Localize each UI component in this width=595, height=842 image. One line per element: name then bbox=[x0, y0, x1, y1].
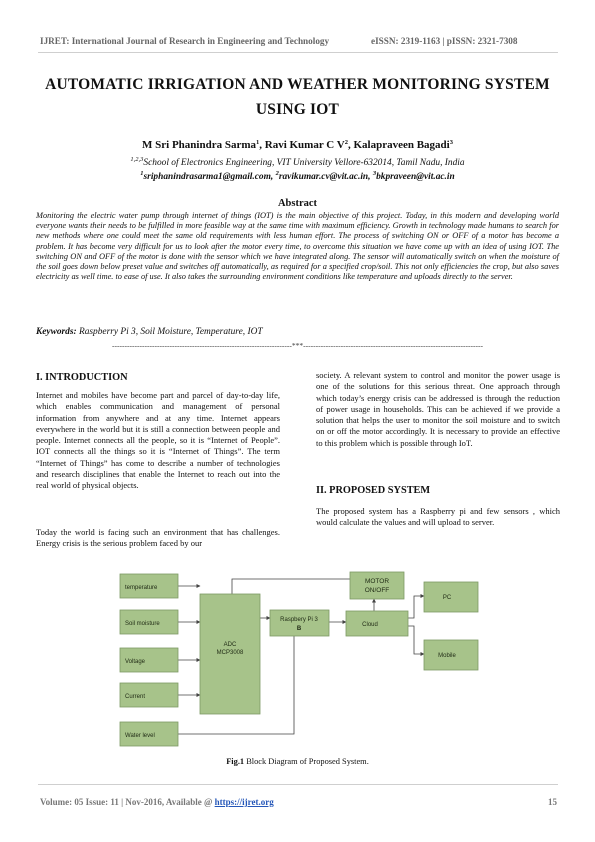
email-sup: 2 bbox=[275, 170, 279, 177]
author-name: M Sri Phanindra Sarma bbox=[142, 139, 256, 151]
pc-label: PC bbox=[442, 595, 452, 601]
keywords bbox=[36, 327, 263, 337]
email-link[interactable]: bkpraveen@vit.ac.in bbox=[376, 172, 455, 182]
author-sup: 1 bbox=[256, 139, 260, 146]
email-link[interactable]: sriphanindrasarma1@gmail.com bbox=[143, 172, 271, 182]
author-sup: 3 bbox=[449, 139, 453, 146]
raspberry-pi-label: Raspbery Pi 3 bbox=[280, 617, 318, 623]
affiliation-text: School of Electronics Engineering, VIT University Vellore-632014, Tamil Nadu, India bbox=[143, 158, 465, 168]
author-name: Ravi Kumar C V bbox=[264, 139, 345, 151]
figure-caption bbox=[30, 757, 565, 766]
introduction-paragraph-2: Today the world is facing such an environment that has challenges. Energy crisis is the serious problem faced by our bbox=[36, 527, 280, 549]
section-separator: ------------------------------------------------------------------------***------------------------------------------------------------------------ bbox=[112, 341, 483, 350]
footer-volume bbox=[40, 797, 274, 807]
affiliation-sup: 1,2,3 bbox=[130, 156, 144, 163]
block-diagram bbox=[112, 562, 480, 754]
author-emails: $^1$sriphanindrasarma1@gmail.com, $^2$ravikumar.cv@vit.ac.in, $^3$bkpraveen@vit.ac.in bbox=[140, 170, 455, 182]
email-sup: 3 bbox=[372, 170, 377, 177]
proposed-system-heading: II. PROPOSED SYSTEM bbox=[316, 485, 431, 496]
abstract-heading: Abstract bbox=[277, 198, 318, 209]
motor-state-label: ON/OFF bbox=[364, 587, 390, 594]
journal-link[interactable]: https://ijret.org bbox=[214, 797, 274, 807]
page-number: 15 bbox=[548, 797, 557, 807]
header-rule bbox=[38, 52, 558, 53]
cloud-label: Cloud bbox=[362, 622, 378, 628]
email-sup: 1 bbox=[140, 170, 144, 177]
figure-caption-text: Block Diagram of Proposed System. bbox=[244, 757, 369, 766]
author-sup: 2 bbox=[344, 139, 348, 146]
motor-box bbox=[350, 572, 404, 599]
adc-model-label: MCP3008 bbox=[216, 650, 244, 656]
footer-rule bbox=[38, 784, 558, 785]
email-link[interactable]: ravikumar.cv@vit.ac.in bbox=[278, 172, 369, 182]
affiliation bbox=[30, 158, 565, 168]
sensor-label: Soil moisture bbox=[125, 621, 160, 627]
right-column-paragraph: society. A relevant system to control and monitor the power usage is one of the solutions for this serious threat. One approach through which today’s energy crisis can be addressed is through the reduction of power usage in households. This can be achieved if we provide a solution that helps the user to monitor the soil moisture and to switch on or off the motor accordingly. It is necessary to provide an effective to this problem which is possible through IoT. bbox=[316, 370, 560, 448]
motor-label: MOTOR bbox=[364, 578, 390, 585]
introduction-paragraph-1: Internet and mobiles have become part and parcel of day-to-day life, which enables communication and management of personal information from anywhere and at any time. Internet appears everywhere in the world but it is still a connection between people and people. Internet connects all the people, so it is “Internet of People”. IOT connects all the things so it is “Internet of Things”. The term “Internet of Things” has come to describe a number of technologies and research disciplines that enable the Internet to reach out into the real world of physical objects. bbox=[36, 390, 280, 491]
abstract-text: Monitoring the electric water pump through internet of things (IOT) is the main objective of this project. Today, in this modern and developing world everyone wants their needs to be fulfilled in more feasible way at the same time with maximum efficiency. Growth in technology made humans to search for new methods where one could meet the same old requirements with less human effort. The process of switching ON or OFF of a motor has become a problem. It has become very difficult for us to look after the motor every time, to overcome this situation we have come up with an idea of using IOT. The switching ON and OFF of the motor is done with the sensor which we have integrated along. The sensor will automatically switch on when the moisture of the soil goes down below preset value and switches off automatically, as required for a specified crop/soil. This not only efficiencies the crop, but also saves electricity as well time. to ease of use. It also takes the surrounding environment conditions like temperature and uploads directly to the server. bbox=[36, 211, 559, 282]
title-line-2: USING IOT bbox=[255, 101, 340, 118]
author-name: Kalapraveen Bagadi bbox=[353, 139, 450, 151]
sensor-label: Current bbox=[125, 694, 146, 700]
title-line-1: AUTOMATIC IRRIGATION AND WEATHER MONITORING SYSTEM bbox=[45, 76, 550, 93]
paper-title bbox=[30, 72, 565, 122]
proposed-system-paragraph: The proposed system has a Raspberry pi and few sensors , which would calculate the values and will upload to server. bbox=[316, 506, 560, 528]
sensor-label: Voltage bbox=[125, 659, 146, 665]
introduction-heading: I. INTRODUCTION bbox=[36, 372, 128, 383]
keywords-text: Raspberry Pi 3, Soil Moisture, Temperature, IOT bbox=[78, 327, 263, 337]
figure-label: Fig.1 bbox=[226, 757, 245, 766]
authors: M Sri Phanindra Sarma$^1$, Ravi Kumar C $V^2$, Kalapraveen Bagadi$^3$ bbox=[142, 139, 453, 151]
keywords-label: Keywords: bbox=[36, 327, 77, 337]
raspberry-pi-box bbox=[270, 610, 329, 636]
issn: eISSN: 2319-1163 | pISSN: 2321-7308 bbox=[371, 36, 518, 46]
raspberry-pi-model-label: B bbox=[296, 626, 302, 632]
sensor-label: Water level bbox=[125, 733, 155, 739]
footer-volume-text: Volume: 05 Issue: 11 | Nov-2016, Available @ bbox=[40, 797, 215, 807]
journal-name: IJRET: International Journal of Research in Engineering and Technology bbox=[40, 36, 330, 46]
mobile-label: Mobile bbox=[438, 653, 456, 659]
adc-label: ADC bbox=[223, 642, 237, 648]
sensor-label: temperature bbox=[125, 585, 158, 591]
